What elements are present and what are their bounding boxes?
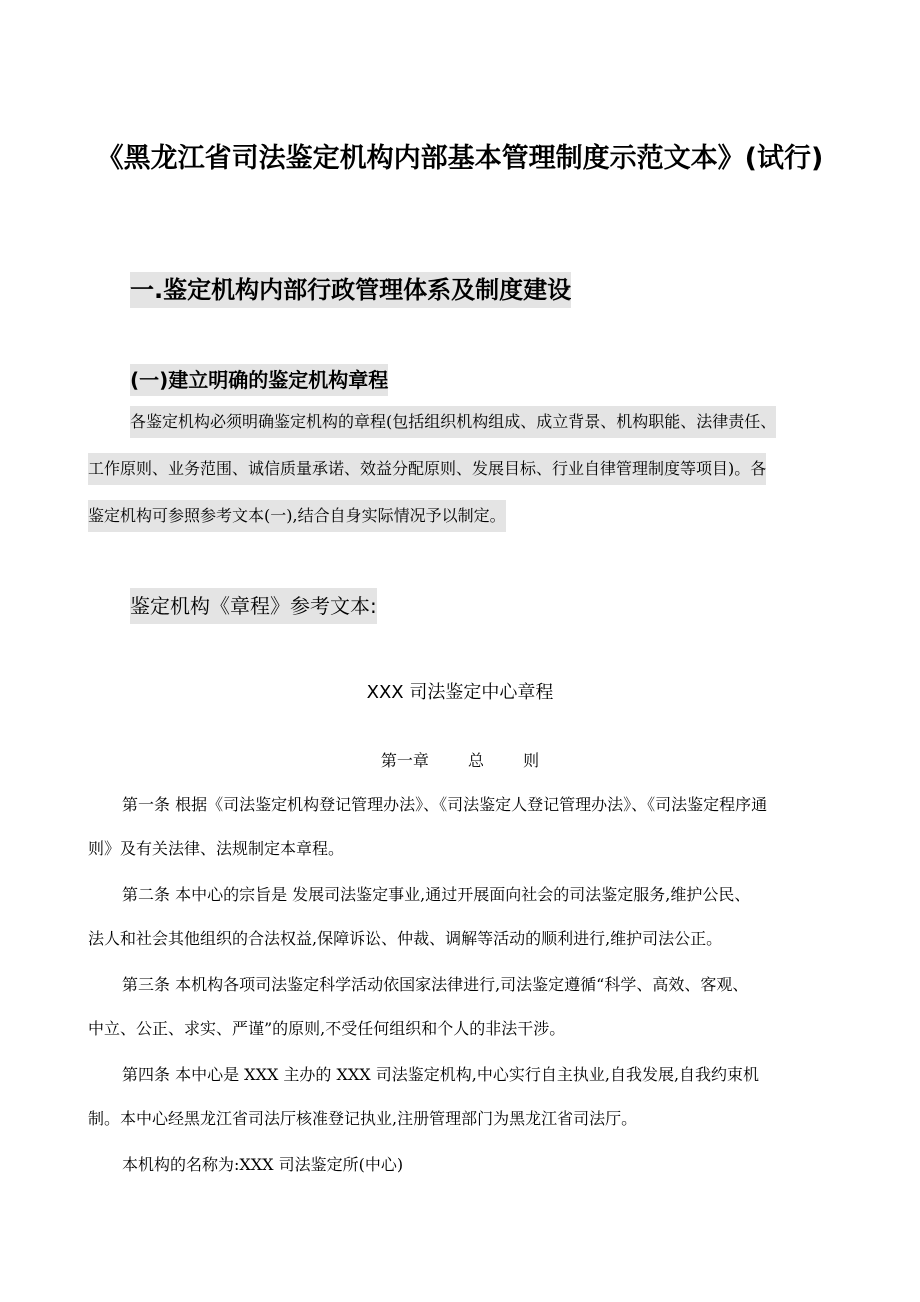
charter-title: XXX 司法鉴定中心章程 — [366, 682, 554, 703]
article-5-line-1: 本机构的名称为:XXX 司法鉴定所(中心) — [122, 1155, 404, 1174]
subsection-heading: (一)建立明确的鉴定机构章程 — [130, 364, 388, 396]
article-4-line-1: 第四条 本中心是 XXX 主办的 XXX 司法鉴定机构,中心实行自主执业,自我发展,自我约束机 — [122, 1065, 760, 1084]
article-1-line-1: 第一条 根据《司法鉴定机构登记管理办法》、《司法鉴定人登记管理办法》、《司法鉴定程序通 — [122, 795, 768, 814]
document-title: 《黑龙江省司法鉴定机构内部基本管理制度示范文本》(试行) — [96, 143, 824, 174]
intro-line-1: 各鉴定机构必须明确鉴定机构的章程(包括组织机构组成、成立背景、机构职能、法律责任、 — [130, 406, 776, 438]
article-1-line-2: 则》及有关法律、法规制定本章程。 — [88, 839, 345, 858]
article-2-line-2: 法人和社会其他组织的合法权益,保障诉讼、仲裁、调解等活动的顺利进行,维护司法公正。 — [88, 929, 723, 948]
chapter-heading: 第一章 总 则 — [380, 751, 540, 770]
intro-line-3: 鉴定机构可参照参考文本(一),结合自身实际情况予以制定。 — [88, 500, 506, 532]
article-4-line-2: 制。本中心经黑龙江省司法厅核准登记执业,注册管理部门为黑龙江省司法厅。 — [88, 1109, 638, 1128]
intro-line-2: 工作原则、业务范围、诚信质量承诺、效益分配原则、发展目标、行业自律管理制度等项目)。各 — [88, 453, 766, 485]
article-2-line-1: 第二条 本中心的宗旨是 发展司法鉴定事业,通过开展面向社会的司法鉴定服务,维护公民、 — [122, 885, 751, 904]
article-3-line-1: 第三条 本机构各项司法鉴定科学活动依国家法律进行,司法鉴定遵循“科学、高效、客观、 — [122, 975, 749, 994]
reference-heading: 鉴定机构《章程》参考文本: — [130, 588, 377, 624]
article-3-line-2: 中立、公正、求实、严谨”的原则,不受任何组织和个人的非法干涉。 — [88, 1019, 566, 1038]
section-heading: 一.鉴定机构内部行政管理体系及制度建设 — [130, 272, 571, 308]
